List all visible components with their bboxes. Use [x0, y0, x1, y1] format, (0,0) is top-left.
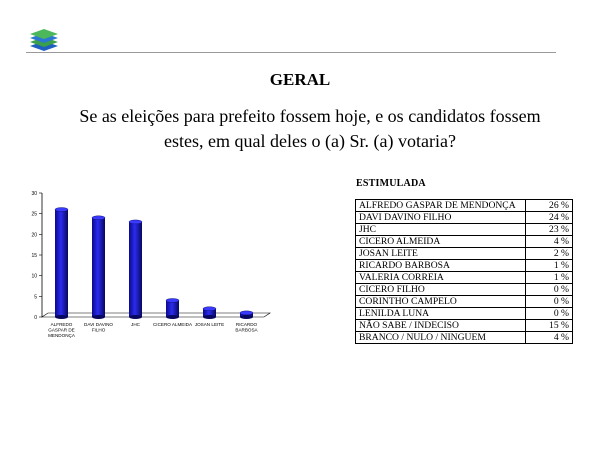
candidate-pct: 2 %: [526, 248, 573, 260]
candidate-name: CICERO ALMEIDA: [356, 236, 526, 248]
question-line-1: Se as eleições para prefeito fossem hoje, e os candidatos fossem: [79, 106, 541, 126]
candidate-pct: 26 %: [526, 200, 573, 212]
table-row: [356, 284, 573, 296]
bar-base: [92, 315, 105, 319]
bar-body: [166, 300, 179, 317]
bar-body: [129, 222, 142, 317]
bar-base: [203, 315, 216, 319]
bar-5: [203, 307, 216, 319]
bar-base: [129, 315, 142, 319]
candidate-pct: 1 %: [526, 272, 573, 284]
results-table: [355, 199, 573, 344]
table-row: [356, 236, 573, 248]
candidate-pct: 24 %: [526, 212, 573, 224]
candidate-pct: 0 %: [526, 284, 573, 296]
candidate-name: CICERO FILHO: [356, 284, 526, 296]
candidate-name: ALFREDO GASPAR DE MENDONÇA: [356, 200, 526, 212]
table-row: [356, 296, 573, 308]
candidate-name: LENILDA LUNA: [356, 308, 526, 320]
x-tick-label: JOSAN LEITE: [194, 322, 225, 327]
chart-floor: [42, 313, 270, 317]
candidate-pct: 4 %: [526, 332, 573, 344]
table-row: [356, 308, 573, 320]
table-row: [356, 200, 573, 212]
table-row: [356, 248, 573, 260]
candidate-name: DAVI DAVINO FILHO: [356, 212, 526, 224]
bar-cap: [240, 311, 253, 315]
y-tick-label: 5: [34, 294, 37, 301]
y-tick-label: 15: [31, 253, 37, 259]
x-tick-label: RICARDO BARBOSA: [235, 322, 258, 333]
stacked-layers-logo-icon: [26, 24, 62, 54]
table-row: [356, 224, 573, 236]
y-tick-label: 10: [31, 273, 37, 280]
bar-1: [55, 208, 68, 319]
candidate-name: NÃO SABE / INDECISO: [356, 320, 526, 332]
candidate-pct: 0 %: [526, 296, 573, 308]
x-tick-label: ALFREDO GASPAR DE MENDONÇA: [48, 322, 75, 338]
bar-base: [166, 315, 179, 319]
table-row: [356, 260, 573, 272]
chart-category-labels: [48, 322, 258, 338]
candidate-name: VALERIA CORREIA: [356, 272, 526, 284]
bar-3: [129, 220, 142, 319]
table-row: [356, 332, 573, 344]
section-title: GERAL: [269, 70, 331, 89]
y-tick-label: 0: [34, 315, 37, 321]
bar-chart: [30, 185, 310, 345]
table-row: [356, 212, 573, 224]
question-line-2: estes, em qual deles o (a) Sr. (a) votaria?: [164, 131, 456, 151]
candidate-pct: 23 %: [526, 224, 573, 236]
bar-4: [166, 298, 179, 319]
candidate-name: RICARDO BARBOSA: [356, 260, 526, 272]
bar-2: [92, 216, 105, 319]
table-row: [356, 272, 573, 284]
bar-cap: [129, 220, 142, 224]
table-row: [356, 320, 573, 332]
survey-question: [40, 104, 580, 154]
y-tick-label: 25: [31, 211, 37, 218]
bar-cap: [55, 208, 68, 212]
candidate-name: JOSAN LEITE: [356, 248, 526, 260]
bar-cap: [92, 216, 105, 220]
bar-base: [55, 315, 68, 319]
bar-cap: [203, 307, 216, 311]
bar-cap: [166, 298, 179, 302]
bar-6: [240, 311, 253, 319]
candidate-name: CORINTHO CAMPELO: [356, 296, 526, 308]
y-tick-label: 30: [31, 191, 37, 197]
y-tick-label: 20: [31, 232, 37, 239]
candidate-pct: 4 %: [526, 236, 573, 248]
chart-bars: [55, 208, 253, 319]
bar-base: [240, 315, 253, 319]
candidate-name: BRANCO / NULO / NINGUEM: [356, 332, 526, 344]
candidate-pct: 15 %: [526, 320, 573, 332]
candidate-pct: 0 %: [526, 308, 573, 320]
x-tick-label: CICERO ALMEIDA: [152, 322, 193, 327]
x-tick-label: DAVI DAVINO FILHO: [84, 322, 113, 333]
header-divider: [26, 52, 556, 53]
candidate-pct: 1 %: [526, 260, 573, 272]
bar-body: [92, 218, 105, 317]
x-tick-label: JHC: [131, 322, 140, 327]
bar-body: [55, 210, 68, 317]
table-title: ESTIMULADA: [356, 178, 426, 189]
candidate-name: JHC: [356, 224, 526, 236]
